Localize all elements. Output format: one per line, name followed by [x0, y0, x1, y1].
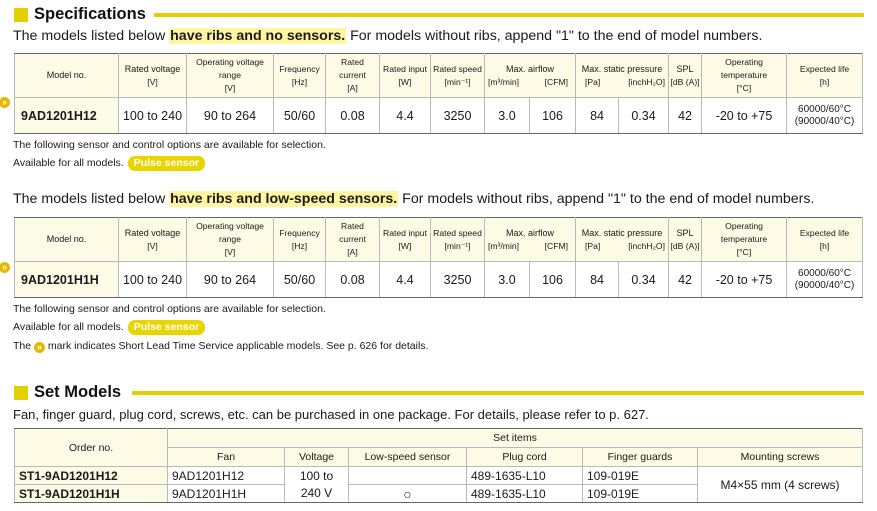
header-low-speed-sensor: Low-speed sensor [349, 448, 467, 467]
group2-intro-highlight: have ribs and low-speed sensors. [170, 191, 398, 207]
spec-header-row [15, 54, 863, 98]
frequency-cell: 50/60 [274, 98, 326, 134]
header-operating-temperature: Operating temperature [°C] [702, 54, 787, 98]
section-marker-icon [14, 386, 28, 400]
rated-current-cell: 0.08 [326, 262, 380, 298]
rated-speed-cell: 3250 [431, 262, 485, 298]
rated-input-cell: 4.4 [380, 262, 431, 298]
header-expected-life: Expected life [h] [787, 218, 863, 262]
header-rated-speed: Rated speed [min⁻¹] [431, 218, 485, 262]
header-max-airflow: Max. airflow [m³/min] [CFM] [485, 218, 576, 262]
header-operating-voltage: Operating voltage range [V] [187, 218, 274, 262]
header-expected-life: Expected life [h] [787, 54, 863, 98]
spl-cell: 42 [669, 262, 702, 298]
header-frequency: Frequency [Hz] [274, 54, 326, 98]
sensor-cell: ○ [349, 485, 467, 503]
pulse-sensor-badge: Pulse sensor [128, 156, 205, 171]
spl-cell: 42 [669, 98, 702, 134]
header-max-static-pressure: Max. static pressure [Pa] [inchH₂O] [576, 54, 669, 98]
specifications-heading [14, 5, 864, 25]
pressure-pa-cell: 84 [576, 98, 619, 134]
guard-cell: 109-019E [583, 467, 698, 485]
sensor-cell [349, 467, 467, 485]
rated-input-cell: 4.4 [380, 98, 431, 134]
rated-speed-cell: 3250 [431, 98, 485, 134]
header-operating-voltage: Operating voltage range [V] [187, 54, 274, 98]
group1-intro: The models listed below have ribs and no sensors. For models without ribs, append "1" to the end of model numbers. [13, 28, 763, 44]
guard-cell: 109-019E [583, 485, 698, 503]
table-row [15, 262, 863, 298]
header-rated-voltage: Rated voltage [V] [119, 218, 187, 262]
group2-options-text: The following sensor and control options are available for selection. [13, 303, 326, 315]
header-operating-temperature: Operating temperature [°C] [702, 218, 787, 262]
short-lead-time-note: The » mark indicates Short Lead Time Service applicable models. See p. 626 for details. [13, 340, 429, 352]
airflow-cfm-cell: 106 [530, 98, 576, 134]
section-marker-icon [14, 8, 28, 22]
model-cell: 9AD1201H1H [15, 262, 119, 298]
plug-cell: 489-1635-L10 [467, 467, 583, 485]
group2-available: Available for all models. Pulse sensor [13, 320, 205, 335]
header-model-no: Model no. [15, 54, 119, 98]
header-rated-voltage: Rated voltage [V] [119, 54, 187, 98]
set-models-intro: Fan, finger guard, plug cord, screws, etc. can be purchased in one package. For details, please refer to p. 627. [13, 407, 649, 422]
section-title: Specifications [34, 5, 146, 23]
mounting-screws-cell: M4×55 mm (4 screws) [698, 467, 863, 503]
operating-temp-cell: -20 to +75 [702, 262, 787, 298]
header-rated-current: Rated current [A] [326, 54, 380, 98]
double-chevron-right-icon: » [0, 97, 10, 108]
expected-life-cell: 60000/60°C (90000/40°C) [787, 98, 863, 134]
airflow-cfm-cell: 106 [530, 262, 576, 298]
set-header-row [15, 429, 863, 448]
spec-header-row [15, 218, 863, 262]
header-model-no: Model no. [15, 218, 119, 262]
header-spl: SPL [dB (A)] [669, 218, 702, 262]
order-cell: ST1-9AD1201H1H [15, 485, 168, 503]
pulse-sensor-badge: Pulse sensor [128, 320, 205, 335]
header-fan: Fan [168, 448, 285, 467]
frequency-cell: 50/60 [274, 262, 326, 298]
operating-voltage-cell: 90 to 264 [187, 262, 274, 298]
header-finger-guards: Finger guards [583, 448, 698, 467]
double-chevron-right-icon: » [0, 262, 10, 273]
airflow-m3-cell: 3.0 [485, 262, 530, 298]
section-rule [132, 391, 864, 395]
pressure-pa-cell: 84 [576, 262, 619, 298]
header-plug-cord: Plug cord [467, 448, 583, 467]
expected-life-cell: 60000/60°C (90000/40°C) [787, 262, 863, 298]
header-order-no: Order no. [15, 429, 168, 467]
plug-cell: 489-1635-L10 [467, 485, 583, 503]
header-rated-speed: Rated speed [min⁻¹] [431, 54, 485, 98]
double-chevron-right-icon: » [34, 342, 45, 353]
operating-temp-cell: -20 to +75 [702, 98, 787, 134]
header-max-airflow: Max. airflow [m³/min] [CFM] [485, 54, 576, 98]
spec-table-2 [14, 217, 863, 298]
header-rated-input: Rated input [W] [380, 54, 431, 98]
table-row [15, 98, 863, 134]
header-frequency: Frequency [Hz] [274, 218, 326, 262]
rated-current-cell: 0.08 [326, 98, 380, 134]
airflow-m3-cell: 3.0 [485, 98, 530, 134]
group1-options-text: The following sensor and control options are available for selection. [13, 139, 326, 151]
fan-cell: 9AD1201H1H [168, 485, 285, 503]
header-mounting-screws: Mounting screws [698, 448, 863, 467]
header-rated-input: Rated input [W] [380, 218, 431, 262]
model-cell: 9AD1201H12 [15, 98, 119, 134]
header-voltage: Voltage [285, 448, 349, 467]
operating-voltage-cell: 90 to 264 [187, 98, 274, 134]
fan-cell: 9AD1201H12 [168, 467, 285, 485]
header-rated-current: Rated current [A] [326, 218, 380, 262]
table-row [15, 467, 863, 485]
group1-intro-highlight: have ribs and no sensors. [170, 28, 346, 44]
spec-table-1 [14, 53, 863, 134]
header-spl: SPL [dB (A)] [669, 54, 702, 98]
pressure-inch-cell: 0.34 [619, 262, 669, 298]
header-max-static-pressure: Max. static pressure [Pa] [inchH₂O] [576, 218, 669, 262]
rated-voltage-cell: 100 to 240 [119, 262, 187, 298]
group2-intro: The models listed below have ribs and low-speed sensors. For models without ribs, append "1" to the end of model numbers. [13, 191, 815, 207]
set-models-table [14, 428, 863, 503]
pressure-inch-cell: 0.34 [619, 98, 669, 134]
voltage-cell: 240 V [285, 485, 349, 503]
rated-voltage-cell: 100 to 240 [119, 98, 187, 134]
section-rule [154, 13, 864, 17]
header-set-items: Set items [168, 429, 863, 448]
group1-available: Available for all models. Pulse sensor [13, 156, 205, 171]
voltage-cell: 100 to [285, 467, 349, 485]
set-models-heading [14, 383, 864, 403]
order-cell: ST1-9AD1201H12 [15, 467, 168, 485]
section-title: Set Models [34, 383, 122, 401]
